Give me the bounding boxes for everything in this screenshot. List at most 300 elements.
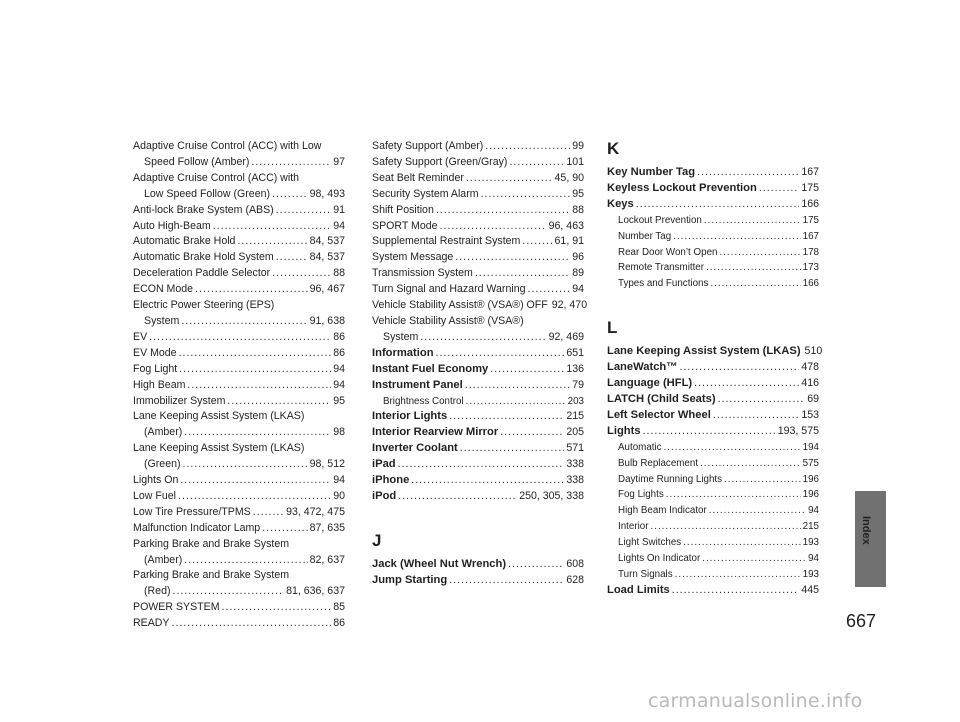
index-entry[interactable] <box>607 360 819 376</box>
entry-line <box>133 457 345 473</box>
entry-title: Lights <box>607 424 641 437</box>
index-entry[interactable] <box>133 473 345 489</box>
entry-line <box>133 521 345 537</box>
dot-leader <box>675 567 801 583</box>
page-reference[interactable]: 416 <box>801 377 819 390</box>
entry-line <box>372 171 584 187</box>
entry-line <box>133 394 345 410</box>
entry-line <box>607 376 819 392</box>
dot-leader <box>180 473 331 489</box>
entry-line <box>133 266 345 282</box>
entry-title: Jump Starting <box>372 573 448 586</box>
entry-title: SPORT Mode <box>372 219 438 232</box>
entry-line <box>607 197 819 213</box>
dot-leader <box>500 425 564 441</box>
page-reference[interactable]: 84, 537 <box>309 251 345 264</box>
page-reference[interactable]: 196 <box>802 473 819 485</box>
entry-line <box>133 378 345 394</box>
entry-title: ECON Mode <box>133 283 194 296</box>
page-reference[interactable]: 96, 463 <box>548 219 584 232</box>
entry-title: (Green) <box>144 458 181 471</box>
entry-line <box>607 392 819 408</box>
index-entry[interactable] <box>133 219 345 235</box>
entry-line <box>372 457 584 473</box>
entry-line <box>607 408 819 424</box>
page-reference[interactable]: 91 <box>333 203 345 216</box>
index-entry[interactable] <box>607 245 819 261</box>
index-entry[interactable] <box>133 600 345 616</box>
dot-leader <box>759 181 799 197</box>
entry-title: Fog Lights <box>618 489 664 501</box>
entry-line <box>372 489 584 505</box>
dot-leader <box>509 155 564 171</box>
entry-line <box>618 472 819 488</box>
page-reference[interactable]: 205 <box>566 426 584 439</box>
index-entry[interactable] <box>372 234 584 250</box>
dot-leader <box>411 473 564 489</box>
entry-line <box>133 282 345 298</box>
index-entry[interactable] <box>607 583 819 599</box>
entry-line <box>133 346 345 362</box>
index-column-3 <box>607 139 823 599</box>
dot-leader <box>700 456 801 472</box>
entry-line <box>133 553 345 569</box>
index-entry[interactable] <box>133 378 345 394</box>
dot-leader <box>436 203 570 219</box>
entry-line <box>133 203 345 219</box>
index-entry[interactable] <box>133 171 345 203</box>
index-entry[interactable] <box>133 282 345 298</box>
index-entry[interactable] <box>133 203 345 219</box>
index-entry[interactable] <box>607 392 819 408</box>
index-entry[interactable] <box>372 346 584 362</box>
section-letter-k: K <box>607 139 620 158</box>
entry-title: Instant Fuel Economy <box>372 362 489 375</box>
dot-leader <box>173 584 285 600</box>
entry-title: Keyless Lockout Prevention <box>607 181 757 194</box>
page-reference[interactable]: 92, 470 <box>551 299 588 312</box>
entry-text: Lane Keeping Assist System (LKAS) <box>133 410 305 423</box>
page-reference[interactable]: 94 <box>333 362 345 375</box>
entry-line <box>133 219 345 235</box>
index-entry[interactable] <box>372 250 584 266</box>
index-entry[interactable] <box>372 378 584 394</box>
entry-line <box>372 378 584 394</box>
index-entry[interactable] <box>607 551 819 567</box>
index-entry[interactable] <box>607 376 819 392</box>
entry-line <box>618 213 819 229</box>
index-entry[interactable] <box>372 187 584 203</box>
page-reference[interactable]: 95 <box>572 187 584 200</box>
dot-leader <box>187 378 331 394</box>
entry-line <box>618 229 819 245</box>
page-reference[interactable]: 571 <box>566 442 584 455</box>
index-entry[interactable] <box>607 197 819 213</box>
page-reference[interactable]: 95 <box>333 394 345 407</box>
page-reference[interactable]: 136 <box>566 362 584 375</box>
index-entry[interactable] <box>133 394 345 410</box>
dot-leader <box>183 457 308 473</box>
dot-leader <box>718 392 806 408</box>
entry-line <box>372 250 584 266</box>
index-entry[interactable] <box>607 276 819 292</box>
index-entry[interactable] <box>133 521 345 537</box>
index-entry[interactable] <box>372 203 584 219</box>
index-k-entries <box>607 165 819 292</box>
page-reference[interactable]: 94 <box>333 378 345 391</box>
entry-title: Bulb Replacement <box>618 457 699 469</box>
index-entry[interactable] <box>372 425 584 441</box>
entry-title: (Amber) <box>144 426 183 439</box>
index-entry[interactable] <box>133 346 345 362</box>
dot-leader <box>485 139 570 155</box>
entry-title: Number Tag <box>618 230 672 242</box>
page-reference[interactable]: 166 <box>802 278 819 290</box>
dot-leader <box>398 457 565 473</box>
page-reference[interactable]: 94 <box>572 283 584 296</box>
dot-leader <box>237 234 307 250</box>
page-reference[interactable]: 575 <box>802 457 819 469</box>
entry-title: Language (HFL) <box>607 377 693 390</box>
entry-title: (Red) <box>144 585 171 598</box>
entry-line <box>618 276 819 292</box>
dot-leader <box>449 573 564 589</box>
page-reference[interactable]: 94 <box>808 505 819 517</box>
index-entry[interactable] <box>607 456 819 472</box>
dot-leader <box>276 203 332 219</box>
index-entry[interactable] <box>607 344 823 360</box>
dot-leader <box>227 394 331 410</box>
page-reference[interactable]: 86 <box>333 346 345 359</box>
entry-title: Lockout Prevention <box>618 214 702 226</box>
page-reference[interactable]: 215 <box>566 410 584 423</box>
index-entry[interactable] <box>372 171 584 187</box>
index-entry[interactable] <box>607 181 819 197</box>
index-entry[interactable] <box>607 535 819 551</box>
page-reference[interactable]: 87, 635 <box>309 521 345 534</box>
dot-leader <box>522 234 552 250</box>
entry-line <box>372 409 584 425</box>
page-reference[interactable]: 99 <box>572 140 584 152</box>
entry-text: Parking Brake and Brake System <box>133 537 290 550</box>
entry-title: Automatic <box>618 441 662 453</box>
dot-leader <box>465 378 570 394</box>
entry-title: Remote Transmitter <box>618 262 705 274</box>
index-entry[interactable] <box>133 568 345 600</box>
page-reference[interactable]: 79 <box>572 378 584 391</box>
page-reference[interactable]: 93, 472, 475 <box>286 505 345 518</box>
page-reference[interactable]: 90 <box>333 489 345 502</box>
index-entry[interactable] <box>133 616 345 632</box>
entry-text: Adaptive Cruise Control (ACC) with <box>133 171 300 184</box>
page-reference[interactable]: 84, 537 <box>309 235 345 248</box>
index-entry[interactable] <box>607 487 819 503</box>
entry-title: Seat Belt Reminder <box>372 171 464 184</box>
index-entry[interactable] <box>372 457 584 473</box>
index-l-entries <box>607 344 823 599</box>
page-reference[interactable]: 175 <box>802 214 819 226</box>
entry-line <box>618 535 819 551</box>
entry-line <box>372 266 584 282</box>
entry-title: Shift Position <box>372 203 434 216</box>
section-letter-l: L <box>607 318 618 338</box>
dot-leader <box>449 409 564 425</box>
page-reference[interactable]: 88 <box>333 267 345 280</box>
page-reference[interactable]: 250, 305, 338 <box>519 489 584 502</box>
dot-leader <box>466 394 566 410</box>
page-reference[interactable]: 98, 512 <box>309 458 345 471</box>
dot-leader <box>683 535 800 551</box>
index-entry[interactable] <box>133 266 345 282</box>
entry-line <box>372 441 584 457</box>
page-reference[interactable]: 175 <box>801 181 819 194</box>
page-reference[interactable]: 101 <box>566 155 584 168</box>
entry-line <box>133 314 345 330</box>
page-reference[interactable]: 98, 493 <box>309 187 345 200</box>
index-entry[interactable] <box>133 139 345 171</box>
page-reference[interactable]: 445 <box>801 583 819 596</box>
entry-line <box>372 425 584 441</box>
index-entry[interactable] <box>607 408 819 424</box>
index-entry[interactable] <box>607 213 819 229</box>
index-entry[interactable] <box>133 537 345 569</box>
index-tab-label: Index <box>860 516 872 545</box>
index-entry[interactable] <box>607 260 819 276</box>
index-entry[interactable] <box>372 489 584 505</box>
index-entry[interactable] <box>372 573 584 589</box>
page-reference[interactable]: 215 <box>802 521 819 533</box>
entry-line <box>607 181 819 197</box>
entry-line <box>607 424 819 440</box>
entry-text: Vehicle Stability Assist® (VSA®) <box>372 314 524 327</box>
page-reference[interactable]: 194 <box>802 441 819 453</box>
entry-title: Safety Support (Amber) <box>372 140 484 152</box>
index-entry[interactable] <box>372 314 584 346</box>
page-reference[interactable]: 338 <box>566 474 584 487</box>
page-reference[interactable]: 167 <box>802 230 819 242</box>
entry-title: Load Limits <box>607 583 670 596</box>
entry-title: Rear Door Won’t Open <box>618 246 718 258</box>
index-entry[interactable] <box>372 362 584 378</box>
index-entry[interactable] <box>372 557 584 573</box>
page-reference[interactable]: 651 <box>566 346 584 359</box>
index-entry[interactable] <box>372 282 584 298</box>
entry-line <box>372 282 584 298</box>
entry-line <box>133 234 345 250</box>
page-reference[interactable]: 193 <box>802 537 819 549</box>
entry-line <box>133 600 345 616</box>
page-reference[interactable]: 92, 469 <box>548 330 584 343</box>
page-reference[interactable]: 173 <box>802 262 819 274</box>
entry-title: Brightness Control <box>383 395 464 407</box>
page-reference[interactable]: 45, 90 <box>554 171 584 184</box>
index-entry[interactable] <box>607 519 819 535</box>
entry-title: Jack (Wheel Nut Wrench) <box>372 557 507 570</box>
dot-leader <box>149 330 331 346</box>
index-entry[interactable] <box>133 441 345 473</box>
dot-leader <box>272 266 331 282</box>
entry-title: Lights On Indicator <box>618 553 701 565</box>
dot-leader <box>481 187 571 203</box>
dot-leader <box>420 330 546 346</box>
index-entry[interactable] <box>133 234 345 250</box>
index-entry[interactable] <box>372 394 584 410</box>
entry-line <box>133 155 345 171</box>
dot-leader <box>719 245 800 261</box>
index-entry[interactable] <box>133 489 345 505</box>
entry-line <box>133 505 345 521</box>
page-reference[interactable]: 193 <box>802 568 819 580</box>
page-reference[interactable]: 89 <box>572 267 584 280</box>
page-reference[interactable]: 196 <box>802 489 819 501</box>
index-entry[interactable] <box>607 567 819 583</box>
entry-text: Lane Keeping Assist System (LKAS) <box>133 442 305 455</box>
entry-title: Lane Keeping Assist System (LKAS) <box>607 345 801 358</box>
page-reference[interactable]: 86 <box>333 330 345 343</box>
page-reference[interactable]: 167 <box>801 166 819 178</box>
entry-line <box>383 394 584 410</box>
dot-leader <box>643 424 776 440</box>
page-reference[interactable]: 153 <box>801 408 819 421</box>
entry-title: Information <box>372 346 434 359</box>
page-reference[interactable]: 86 <box>333 617 345 630</box>
page-reference[interactable]: 94 <box>333 474 345 487</box>
entry-line <box>372 298 588 314</box>
index-entry[interactable] <box>372 266 584 282</box>
entry-line <box>372 557 584 573</box>
page-reference[interactable]: 510 <box>804 345 823 358</box>
page-reference[interactable]: 203 <box>567 395 584 407</box>
index-entry[interactable] <box>607 229 819 245</box>
entry-line <box>133 330 345 346</box>
entry-title: Security System Alarm <box>372 187 479 200</box>
index-entry[interactable] <box>133 505 345 521</box>
page-reference[interactable]: 81, 636, 637 <box>286 585 345 598</box>
page-reference[interactable]: 166 <box>801 197 819 210</box>
entry-line <box>372 219 584 235</box>
index-entry[interactable] <box>133 409 345 441</box>
dot-leader <box>440 219 547 235</box>
dot-leader <box>528 282 571 298</box>
dot-leader <box>184 425 331 441</box>
page-reference[interactable]: 628 <box>566 573 584 586</box>
index-entry[interactable] <box>607 472 819 488</box>
index-i-entries <box>372 346 584 505</box>
page-reference[interactable]: 96, 467 <box>309 283 345 296</box>
index-entry[interactable] <box>372 139 584 155</box>
entry-line <box>618 503 819 519</box>
entry-title: Left Selector Wheel <box>607 408 711 421</box>
entry-line <box>133 250 345 266</box>
entry-title: High Beam <box>133 378 186 391</box>
entry-line <box>618 260 819 276</box>
entry-line <box>372 346 584 362</box>
dot-leader <box>666 487 801 503</box>
index-entry[interactable] <box>372 219 584 235</box>
index-entry[interactable] <box>607 503 819 519</box>
dot-leader <box>508 557 564 573</box>
index-entry[interactable] <box>372 409 584 425</box>
entry-title: Instrument Panel <box>372 378 463 391</box>
entry-title: LaneWatch™ <box>607 361 678 374</box>
entry-title: Key Number Tag <box>607 166 696 178</box>
page-reference[interactable]: 178 <box>802 246 819 258</box>
page-reference[interactable]: 94 <box>333 219 345 232</box>
index-column-1 <box>133 139 345 632</box>
page-reference[interactable]: 478 <box>801 361 819 374</box>
index-entry[interactable] <box>372 441 584 457</box>
dot-leader <box>679 360 799 376</box>
entry-title: EV Mode <box>133 346 177 359</box>
page-reference[interactable]: 608 <box>566 557 584 570</box>
entry-title: Daytime Running Lights <box>618 473 723 485</box>
dot-leader <box>253 505 284 521</box>
entry-line <box>133 489 345 505</box>
entry-line <box>372 330 584 346</box>
index-entry[interactable] <box>372 473 584 489</box>
index-entry[interactable] <box>372 298 588 314</box>
entry-title: Fog Light <box>133 362 178 375</box>
dot-leader <box>272 187 308 203</box>
dot-leader <box>398 489 517 505</box>
entry-title: Immobilizer System <box>133 394 226 407</box>
entry-line <box>133 187 345 203</box>
entry-title: Malfunction Indicator Lamp <box>133 521 261 534</box>
index-entry[interactable] <box>372 155 584 171</box>
page-reference[interactable]: 82, 637 <box>309 553 345 566</box>
index-entry[interactable] <box>133 330 345 346</box>
page-reference[interactable]: 94 <box>808 553 819 565</box>
page-reference[interactable]: 96 <box>572 251 584 264</box>
entry-line <box>618 567 819 583</box>
entry-line <box>372 473 584 489</box>
page-reference[interactable]: 85 <box>333 601 345 614</box>
page-reference[interactable]: 91, 638 <box>309 314 345 327</box>
entry-line <box>607 165 819 181</box>
page-reference[interactable]: 69 <box>807 392 819 405</box>
entry-title: POWER SYSTEM <box>133 601 220 614</box>
entry-title: Transmission System <box>372 267 473 280</box>
dot-leader <box>262 521 307 537</box>
page-reference[interactable]: 193, 575 <box>777 424 819 437</box>
index-entry[interactable] <box>133 362 345 378</box>
entry-line <box>133 362 345 378</box>
entry-title: Automatic Brake Hold <box>133 235 236 248</box>
entry-line <box>133 473 345 489</box>
entry-title: Low Speed Follow (Green) <box>144 187 271 200</box>
index-entry[interactable] <box>607 440 819 456</box>
dot-leader <box>181 314 307 330</box>
dot-leader <box>673 229 800 245</box>
index-entry[interactable] <box>133 298 345 330</box>
index-entry[interactable] <box>133 250 345 266</box>
page-reference[interactable]: 61, 91 <box>554 235 584 248</box>
page-reference[interactable]: 338 <box>566 458 584 471</box>
entry-line <box>618 551 819 567</box>
dot-leader <box>651 519 801 535</box>
index-entry[interactable] <box>607 165 819 181</box>
page-reference[interactable]: 88 <box>572 203 584 216</box>
page-reference[interactable]: 97 <box>333 155 345 168</box>
index-entry[interactable] <box>607 424 819 440</box>
entry-title: Deceleration Paddle Selector <box>133 267 271 280</box>
dot-leader <box>195 282 308 298</box>
entry-title: High Beam Indicator <box>618 505 707 517</box>
dot-leader <box>436 346 565 362</box>
index-j-entries <box>372 557 584 589</box>
entry-title: Low Fuel <box>133 489 176 502</box>
page-reference[interactable]: 98 <box>333 426 345 439</box>
